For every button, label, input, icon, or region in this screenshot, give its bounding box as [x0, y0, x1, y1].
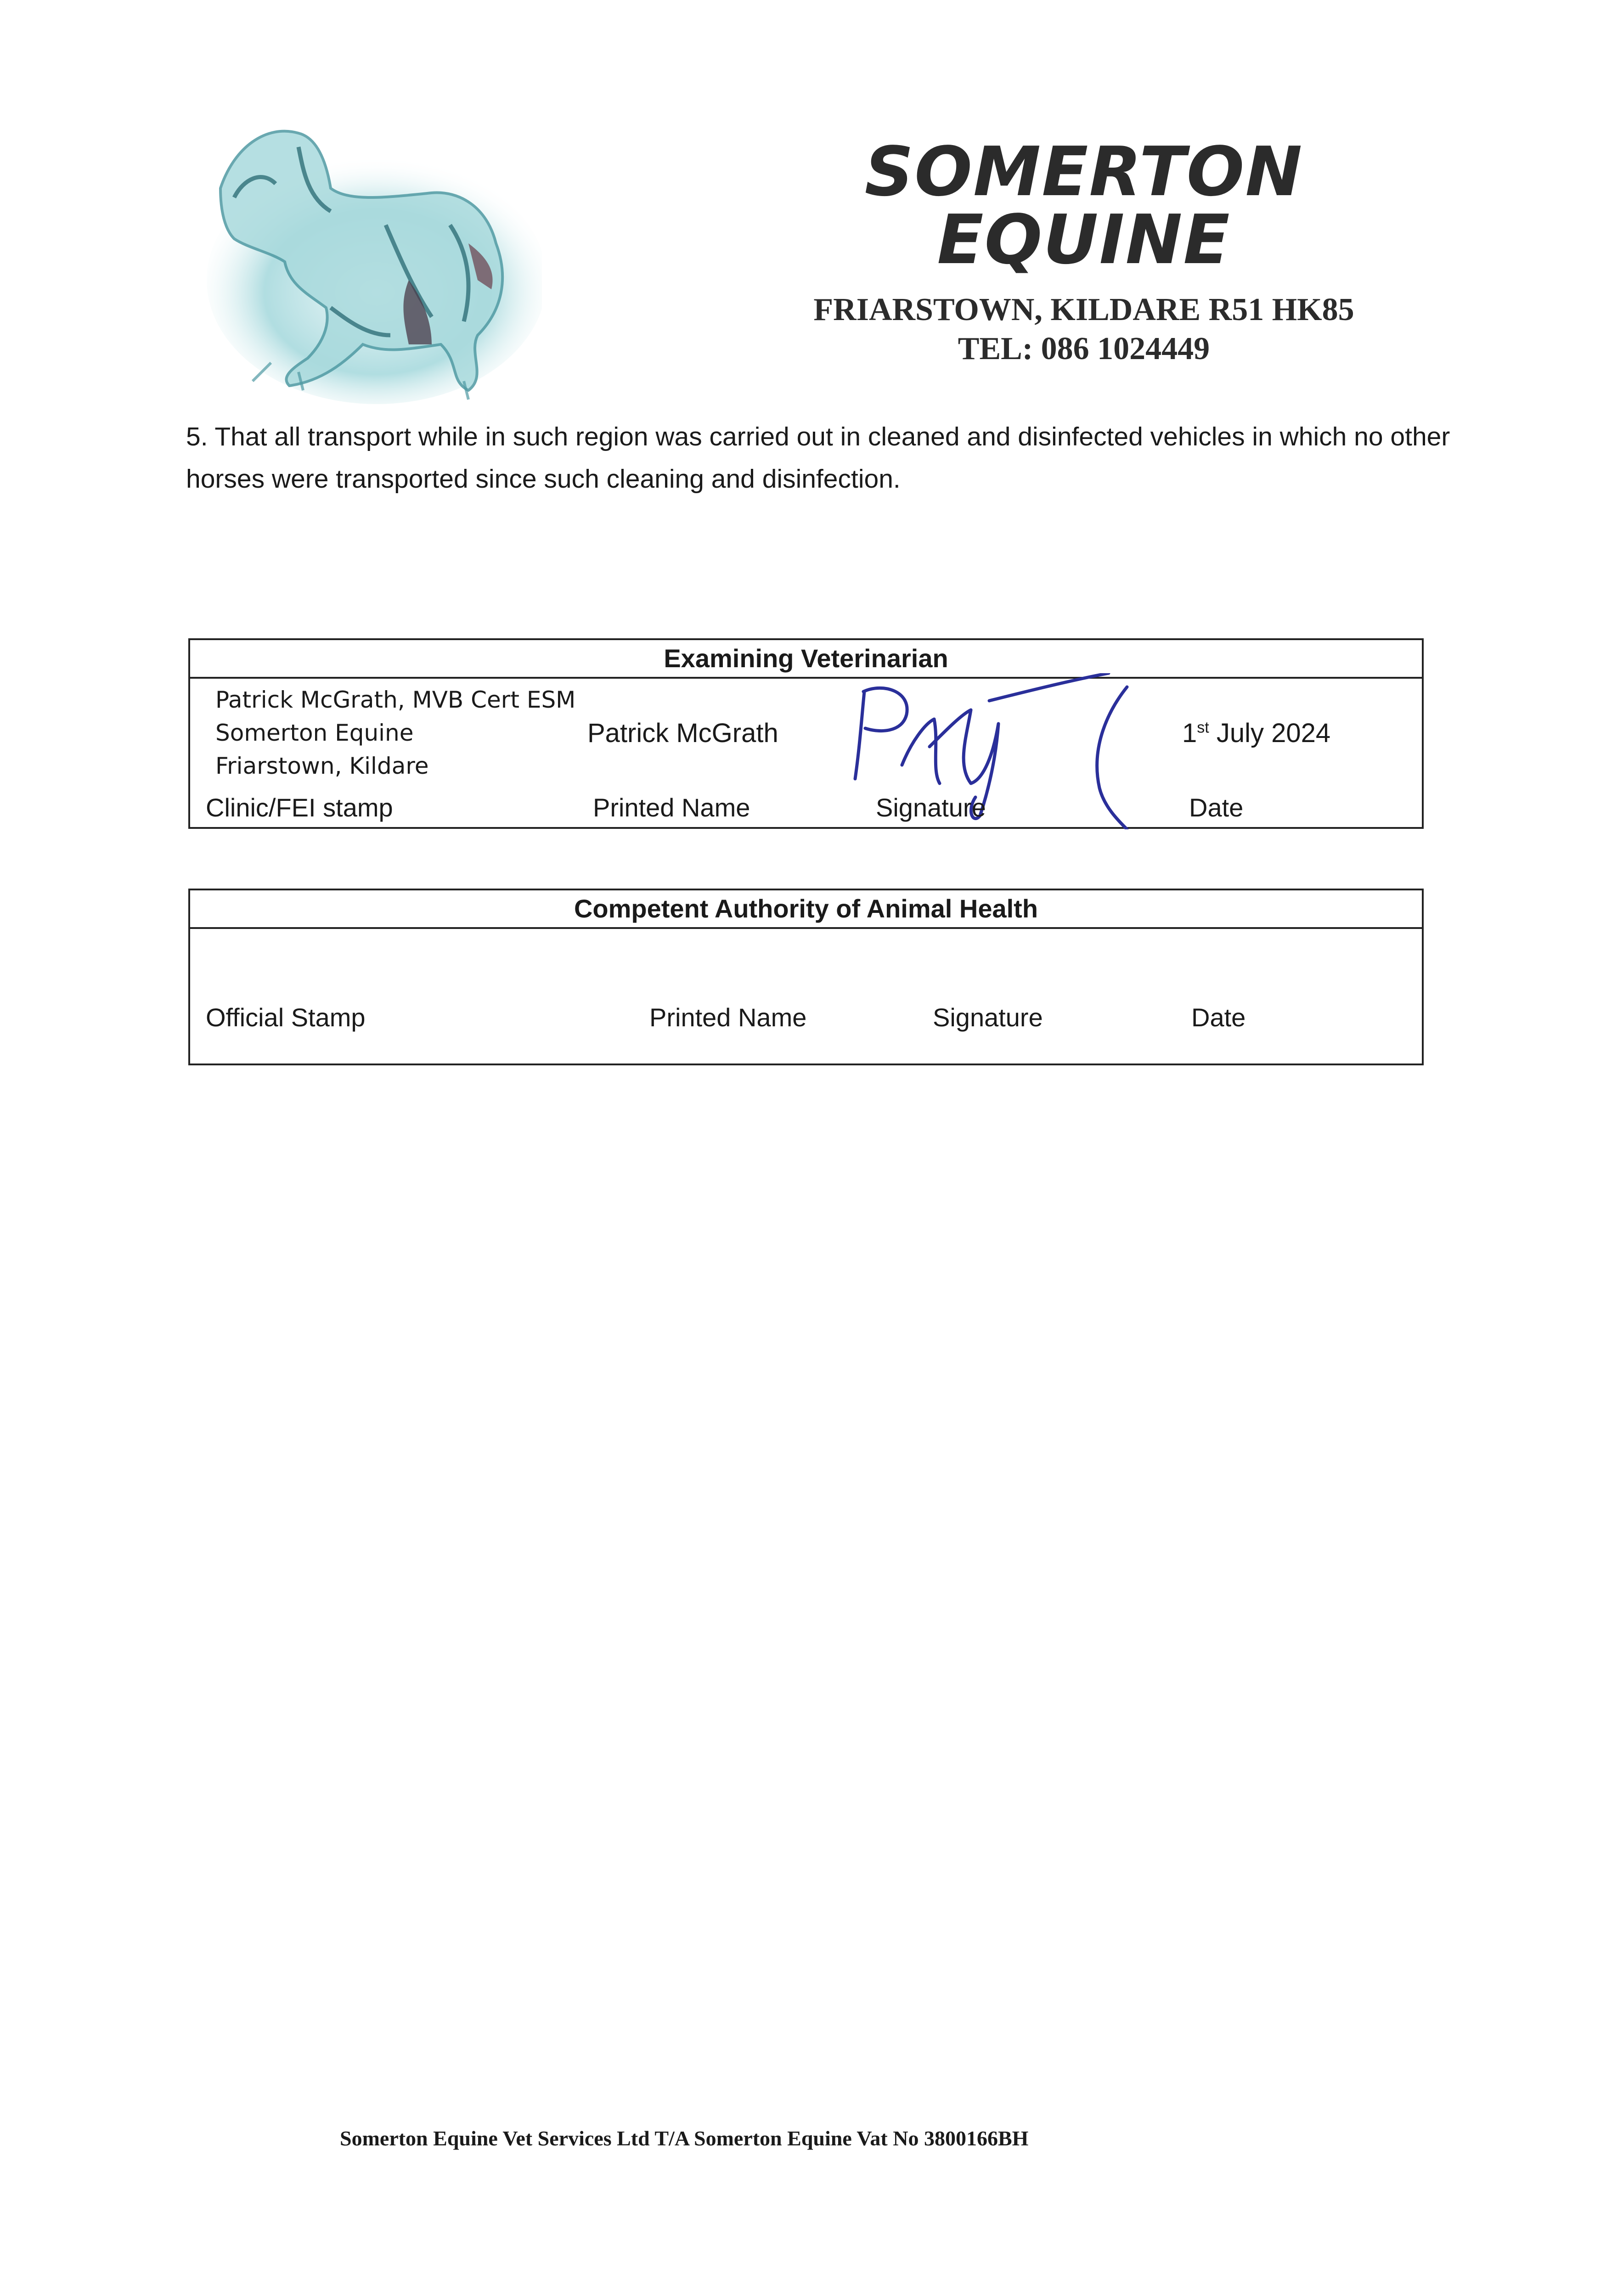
stamp-label: Clinic/FEI stamp	[206, 793, 393, 822]
signature-label: Signature	[933, 1003, 1043, 1032]
company-name: SOMERTON EQUINE	[864, 132, 1303, 279]
date-month-year: July 2024	[1209, 718, 1331, 748]
date-label: Date	[1189, 793, 1244, 822]
examining-veterinarian-title: Examining Veterinarian	[190, 640, 1422, 679]
date-label: Date	[1191, 1003, 1246, 1032]
galloping-horse-icon	[193, 106, 542, 409]
competent-authority-box	[188, 889, 1424, 1065]
examining-veterinarian-box	[188, 638, 1424, 829]
official-stamp-label: Official Stamp	[206, 1003, 366, 1032]
date-suffix: st	[1197, 719, 1209, 737]
company-phone: TEL: 086 1024449	[958, 331, 1210, 367]
stamp-line: Patrick McGrath, MVB Cert ESM	[215, 687, 576, 713]
competent-authority-title: Competent Authority of Animal Health	[190, 890, 1422, 929]
date-day: 1	[1182, 718, 1197, 748]
letterhead	[716, 132, 1451, 369]
printed-name-label: Printed Name	[649, 1003, 807, 1032]
declaration-paragraph: 5. That all transport while in such region was carried out in cleaned and disinfected vehicles in which no other horses were transported since such cleaning and disinfection.	[186, 422, 1450, 494]
signature-label: Signature	[876, 793, 986, 822]
signed-date	[1182, 718, 1330, 748]
printed-name-label: Printed Name	[593, 793, 750, 822]
printed-name-value: Patrick McGrath	[587, 718, 778, 748]
stamp-line: Somerton Equine	[215, 720, 414, 746]
clinic-stamp	[215, 683, 575, 782]
stamp-line: Friarstown, Kildare	[215, 753, 429, 779]
company-footer: Somerton Equine Vet Services Ltd T/A Somerton Equine Vat No 3800166BH	[340, 2127, 1029, 2150]
company-address: FRIARSTOWN, KILDARE R51 HK85	[813, 292, 1354, 327]
